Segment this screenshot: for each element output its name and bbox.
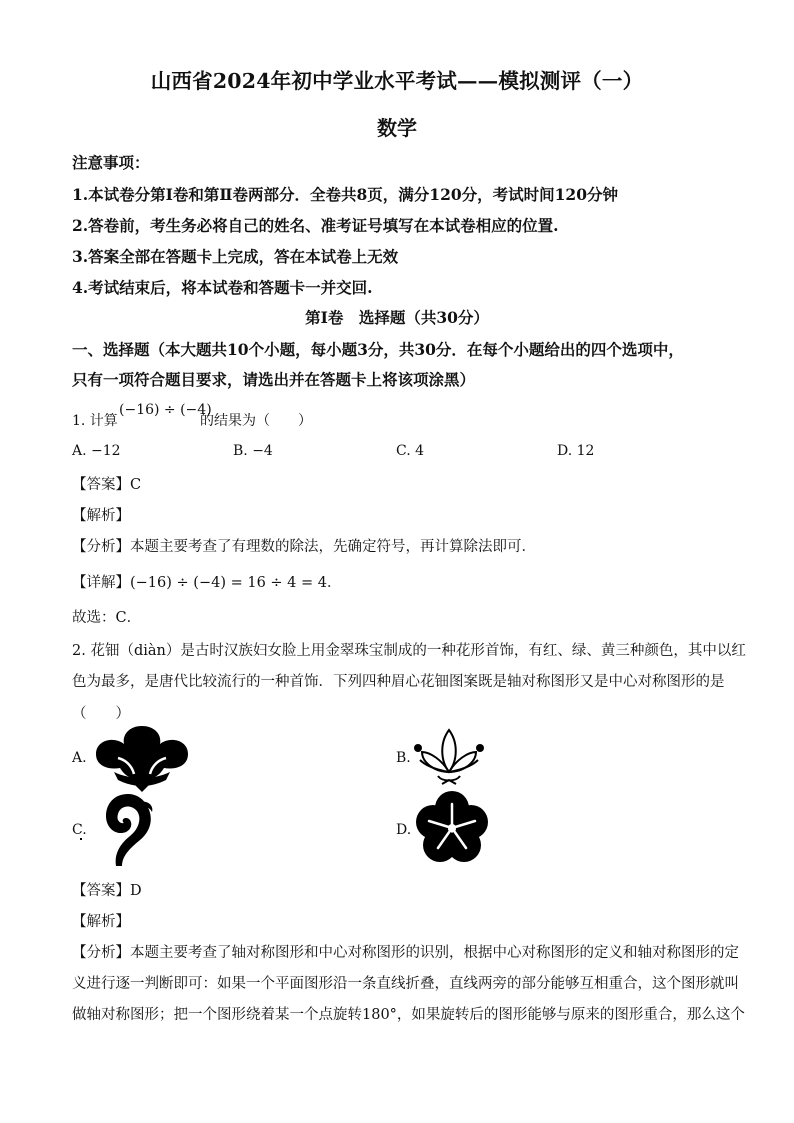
notice-item-2: 2.答卷前，考生务必将自己的姓名、准考证号填写在本试卷相应的位置. [72, 216, 559, 235]
q1-option-a: A. −12 [72, 443, 121, 459]
q2-answer-row [72, 879, 142, 900]
q2-answer-value: D [130, 883, 142, 899]
q2-option-d: D. [396, 822, 412, 838]
q1-option-b: B. −4 [233, 443, 273, 459]
section-instructions-line2: 只有一项符合题目要求，请选出并在答题卡上将该项涂黑） [72, 370, 476, 389]
q1-conclusion: 故选：C． [72, 610, 142, 626]
q2-fenxi-line3: 做轴对称图形；把一个图形绕着某一个点旋转180°，如果旋转后的图形能够与原来的图形重合，那么这个 [72, 1007, 745, 1023]
q1-xiangjie-tag: 【详解】 [72, 575, 130, 591]
q2-stem-line1: 2. 花钿（diàn）是古时汉族妇女脸上用金翠珠宝制成的一种花形首饰，有红、绿、黄三种颜色，其中以红 [72, 643, 746, 659]
q2-answer-tag: 【答案】 [72, 883, 130, 899]
q2-option-b: B. [396, 750, 411, 766]
notice-item-1: 1.本试卷分第Ⅰ卷和第Ⅱ卷两部分．全卷共8页，满分120分，考试时间120分钟 [72, 185, 618, 204]
section-instructions-line1: 一、选择题（本大题共10个小题，每小题3分，共30分．在每个小题给出的四个选项中， [72, 340, 684, 359]
q1-xiangjie-expression: (−16) ÷ (−4) = 16 ÷ 4 = 4 [130, 575, 327, 591]
q1-expression: (−16) ÷ (−4) [119, 402, 212, 418]
q1-xiangjie-row [72, 571, 341, 592]
q2-figure-c-cloud-swirl [100, 792, 156, 868]
q2-option-c: C. [72, 822, 87, 838]
q2-figure-a-cloud-ornament [92, 722, 192, 794]
q1-answer-value: C [130, 477, 142, 493]
q2-fenxi-line1: 本题主要考查了轴对称图形和中心对称图形的识别，根据中心对称图形的定义和轴对称图形的定 [130, 945, 739, 961]
q1-analysis-tag: 【解析】 [72, 508, 130, 524]
q2-figure-d-five-petal-flower [414, 790, 490, 866]
notice-heading: 注意事项： [72, 153, 150, 172]
q2-stem-line3: （ ） [72, 706, 130, 722]
q1-fenxi-text: 本题主要考查了有理数的除法，先确定符号，再计算除法即可． [130, 539, 536, 555]
q1-option-d: D. 12 [557, 443, 595, 459]
q1-answer-row [72, 473, 141, 494]
notice-item-3: 3.答案全部在答题卡上完成，答在本试卷上无效 [72, 247, 399, 266]
q1-fenxi-row [72, 535, 536, 556]
subject-title: 数学 [377, 116, 417, 140]
q2-stem-line2: 色为最多，是唐代比较流行的一种首饰．下列四种眉心花钿图案既是轴对称图形又是中心对称图形的是 [72, 674, 725, 690]
q2-fenxi-row1 [72, 941, 739, 962]
q2-figure-c-dot [80, 838, 82, 840]
q1-xiangjie-end: ． [326, 575, 342, 591]
notice-item-4: 4.考试结束后，将本试卷和答题卡一并交回. [72, 278, 373, 297]
q2-option-a: A. [72, 750, 87, 766]
exam-title: 山西省2024年初中学业水平考试——模拟测评（一） [150, 69, 644, 93]
q2-analysis-tag: 【解析】 [72, 914, 130, 930]
section-title: 第Ⅰ卷 选择题（共30分） [305, 308, 489, 327]
q1-stem-end: 的结果为（ ） [200, 413, 312, 429]
q2-figure-b-lotus-outline [412, 726, 486, 788]
q1-number: 1. 计算 [72, 413, 118, 429]
q2-fenxi-line2: 义进行逐一判断即可：如果一个平面图形沿一条直线折叠，直线两旁的部分能够互相重合，这个图形就叫 [72, 976, 739, 992]
q1-answer-tag: 【答案】 [72, 477, 130, 493]
q2-fenxi-tag: 【分析】 [72, 945, 130, 961]
q1-fenxi-tag: 【分析】 [72, 539, 130, 555]
q1-option-c: C. 4 [396, 443, 425, 459]
